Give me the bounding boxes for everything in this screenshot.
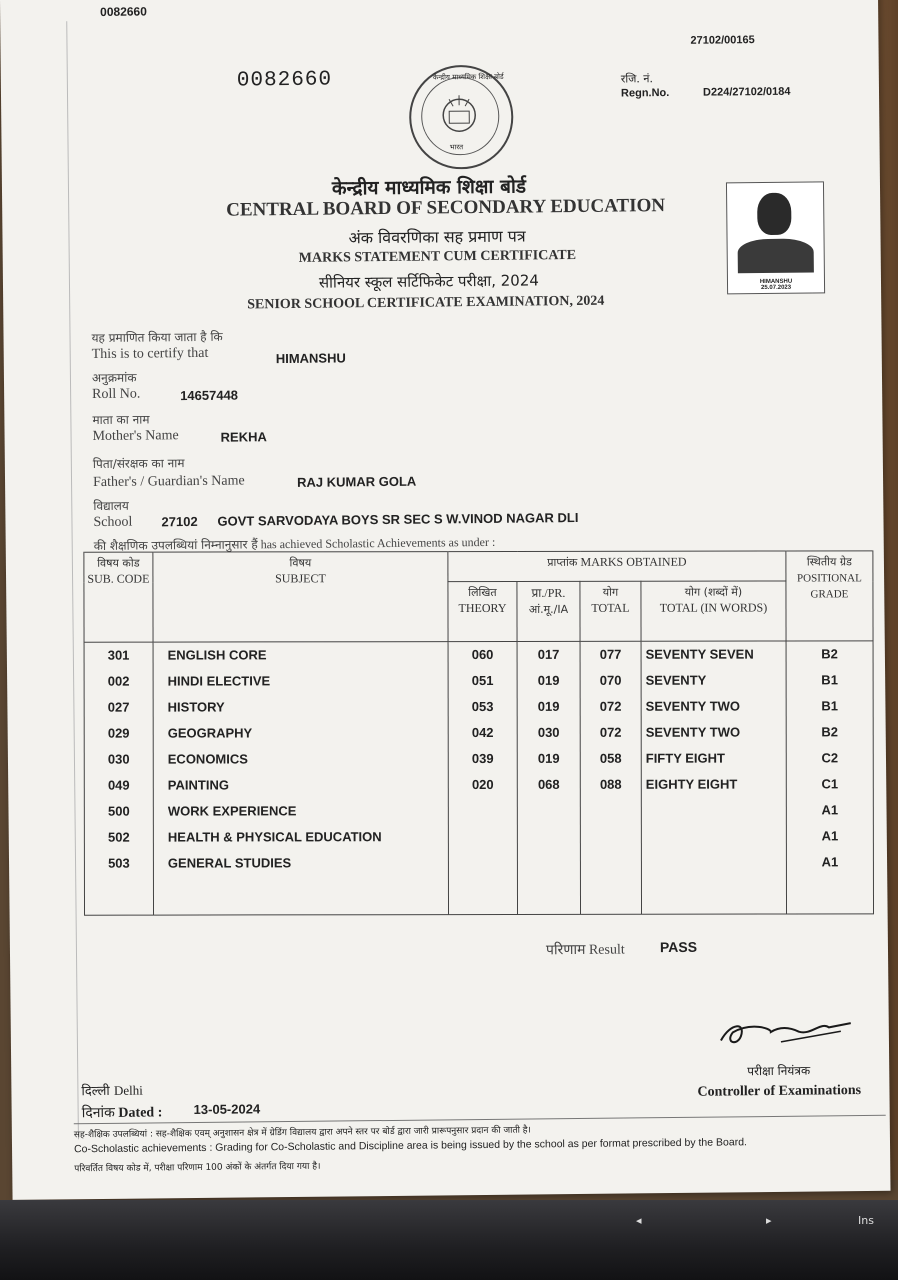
arrow-left-key-icon: ◂ <box>636 1214 642 1227</box>
footnote2-hi: परिवर्तित विषय कोड में, परीक्षा परिणाम 100 अंकों के अंतर्गत दिया गया है। <box>74 1161 321 1175</box>
col-grades <box>786 641 873 914</box>
result-label: परिणाम Result <box>545 941 625 959</box>
achievement-intro: की शैक्षणिक उपलब्धियां निम्नानुसार हैं has achieved Scholastic Achievements as under : <box>93 534 496 554</box>
footnote-en: Co-Scholastic achievements : Grading for Co-Scholastic and Discipline area is being issued by the school as per format prescribed by the Board. <box>73 1136 747 1156</box>
col-theory-header: लिखित THEORY <box>448 581 517 641</box>
theory-mark: 042 <box>471 725 494 741</box>
father-hi: पिता/संरक्षक का नाम <box>92 456 185 472</box>
grade: B2 <box>821 724 839 740</box>
table-row: 002 <box>107 673 130 689</box>
controller-en: Controller of Examinations <box>697 1083 862 1100</box>
cbse-seal-icon <box>409 65 514 170</box>
ref-code: 27102/00165 <box>690 34 755 47</box>
grade: A1 <box>821 802 839 818</box>
school-hi: विद्यालय <box>93 498 129 514</box>
candidate-photo <box>726 181 825 294</box>
photo-caption: HIMANSHU 25.07.2023 <box>759 278 793 292</box>
marks-table <box>83 550 874 915</box>
col-pr <box>517 641 580 914</box>
total-words: EIGHTY EIGHT <box>645 776 738 792</box>
pr-mark: 068 <box>537 776 560 792</box>
subject-name: WORK EXPERIENCE <box>167 803 297 819</box>
col-subject-header: विषय SUBJECT <box>153 552 448 643</box>
col-codes <box>84 642 153 915</box>
total-words: SEVENTY TWO <box>645 698 741 714</box>
mother-hi: माता का नाम <box>92 412 150 428</box>
pr-mark: 019 <box>537 750 560 766</box>
regn-no: D224/27102/0184 <box>702 85 791 99</box>
exam-title-en: SENIOR SCHOOL CERTIFICATE EXAMINATION, 2024 <box>247 293 605 313</box>
cert-title-en: MARKS STATEMENT CUM CERTIFICATE <box>298 247 577 266</box>
subject-name: HINDI ELECTIVE <box>167 673 271 689</box>
certify-hi: यह प्रमाणित किया जाता है कि <box>91 329 223 346</box>
subject-name: HEALTH & PHYSICAL EDUCATION <box>167 829 382 845</box>
roll-hi: अनुक्रमांक <box>91 370 137 386</box>
board-title-en: CENTRAL BOARD OF SECONDARY EDUCATION <box>226 195 666 221</box>
theory-mark: 020 <box>471 777 494 793</box>
serial-top: 0082660 <box>100 4 147 19</box>
school-code: 27102 <box>161 513 198 530</box>
roll-no: 14657448 <box>180 387 239 404</box>
dated-label: दिनांक Dated : <box>81 1104 163 1122</box>
grade: C2 <box>821 750 839 766</box>
table-row: 027 <box>107 699 130 715</box>
exam-title-hi: सीनियर स्कूल सर्टिफिकेट परीक्षा, 2024 <box>318 271 539 292</box>
regn-label-hi: रजि. नं. <box>620 72 654 86</box>
grade: B2 <box>821 646 838 662</box>
grade: B1 <box>821 672 838 688</box>
serial-stamp: 0082660 <box>236 68 333 93</box>
total-words: SEVENTY SEVEN <box>645 646 754 662</box>
subject-name: ECONOMICS <box>167 751 248 767</box>
total-mark: 072 <box>599 724 622 740</box>
total-mark: 072 <box>599 698 622 714</box>
col-words <box>641 641 786 914</box>
laptop-keyboard-edge <box>0 1200 898 1280</box>
seal-text: केन्द्रीय माध्यमिक शिक्षा बोर्ड <box>432 72 504 82</box>
col-words-header: योग (शब्दों में) TOTAL (IN WORDS) <box>641 581 786 641</box>
table-row: 301 <box>107 647 130 663</box>
subject-name: PAINTING <box>167 777 229 793</box>
result-value: PASS <box>659 938 698 956</box>
total-mark: 070 <box>599 672 622 688</box>
issue-date: 13-05-2024 <box>193 1101 261 1118</box>
grade: C1 <box>821 776 839 792</box>
table-row: 030 <box>107 751 130 767</box>
seal-bottom: भारत <box>449 143 464 152</box>
signature-icon <box>711 1001 862 1053</box>
board-title-hi: केन्द्रीय माध्यमिक शिक्षा बोर्ड <box>331 175 527 200</box>
col-theory <box>448 641 517 914</box>
ins-key: Ins <box>858 1214 874 1227</box>
certify-en: This is to certify that <box>91 345 209 363</box>
roll-en: Roll No. <box>92 386 141 403</box>
theory-mark: 051 <box>471 673 494 689</box>
total-words: SEVENTY TWO <box>645 724 741 740</box>
table-row: 500 <box>107 803 130 819</box>
mother-en: Mother's Name <box>92 428 179 445</box>
grade: A1 <box>821 828 839 844</box>
theory-mark: 060 <box>471 647 494 663</box>
grade: A1 <box>821 854 839 870</box>
subject-name: HISTORY <box>167 699 225 715</box>
pr-mark: 019 <box>537 672 560 688</box>
total-mark: 058 <box>599 750 622 766</box>
father-name: RAJ KUMAR GOLA <box>296 473 417 490</box>
total-words: SEVENTY <box>645 672 707 688</box>
total-mark: 088 <box>599 776 622 792</box>
total-mark: 077 <box>599 646 622 662</box>
pr-mark: 017 <box>537 646 560 662</box>
school-name: GOVT SARVODAYA BOYS SR SEC S W.VINOD NAGAR DLI <box>217 509 579 529</box>
table-row: 502 <box>108 829 130 845</box>
regn-label-en: Regn.No. <box>620 86 670 100</box>
col-code-header: विषय कोड SUB. CODE <box>84 552 153 642</box>
father-en: Father's / Guardian's Name <box>92 473 245 491</box>
marks-obtained-header: प्राप्तांक MARKS OBTAINED <box>448 551 786 582</box>
table-row: 503 <box>108 855 130 871</box>
candidate-name: HIMANSHU <box>275 350 346 367</box>
total-words: FIFTY EIGHT <box>645 750 725 766</box>
grade: B1 <box>821 698 838 714</box>
subject-name: ENGLISH CORE <box>167 647 267 663</box>
col-grade-header: स्थितीय ग्रेड POSITIONAL GRADE <box>786 551 873 641</box>
mother-name: REKHA <box>220 429 267 445</box>
place-label: दिल्ली Delhi <box>81 1082 143 1100</box>
table-row: 029 <box>107 725 130 741</box>
subject-name: GEOGRAPHY <box>167 725 253 741</box>
footnote-hi: सह-शैक्षिक उपलब्धियां : सह-शैक्षिक एवम् अनुशासन क्षेत्र में ग्रेडिंग विद्यालय द्वारा अपने स्तर पर बोर्ड द्वारा जारी प्रारूपनुसार प्रदान की जाती है। <box>73 1125 531 1141</box>
school-en: School <box>93 514 133 531</box>
theory-mark: 039 <box>471 751 494 767</box>
col-total <box>580 641 641 914</box>
col-total-header: योग TOTAL <box>580 581 641 641</box>
col-subjects <box>153 642 448 916</box>
pr-mark: 030 <box>537 724 560 740</box>
subject-name: GENERAL STUDIES <box>167 855 292 871</box>
table-row: 049 <box>107 777 130 793</box>
arrow-right-key-icon: ▸ <box>766 1214 772 1227</box>
controller-hi: परीक्षा नियंत्रक <box>747 1063 811 1079</box>
col-pr-header: प्रा./PR. आं.मू./IA <box>517 581 580 641</box>
cert-title-hi: अंक विवरणिका सह प्रमाण पत्र <box>348 226 526 248</box>
theory-mark: 053 <box>471 699 494 715</box>
pr-mark: 019 <box>537 698 560 714</box>
